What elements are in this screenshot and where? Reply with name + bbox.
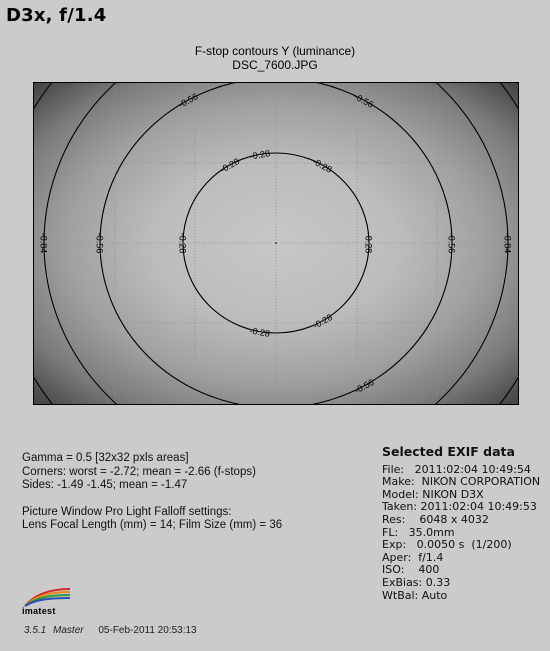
page-title: D3x, f/1.4: [6, 5, 107, 26]
settings-title: Picture Window Pro Light Falloff settings:: [22, 505, 232, 518]
exif-row: FL: 35.0mm: [382, 525, 455, 539]
contour-plot: [33, 82, 519, 405]
exif-row: Make: NIKON CORPORATION: [382, 475, 541, 489]
exif-row: Exp: 0.0050 s (1/200): [382, 538, 512, 552]
exif-row: ExBias: 0.33: [382, 575, 451, 589]
gamma-text: Gamma = 0.5 [32x32 pxls areas]: [22, 452, 189, 464]
exif-row: Res: 6048 x 4032: [382, 512, 489, 526]
corners-text: Corners: worst = -2.72; mean = -2.66 (f-stops): [22, 465, 256, 478]
edition-text: Master: [53, 625, 84, 636]
chart-subtitle: DSC_7600.JPG: [232, 58, 318, 72]
center-marker: [275, 242, 277, 244]
contour-label: -0.28: [248, 148, 271, 162]
exif-row: Taken: 2011:02:04 10:49:53: [382, 500, 537, 514]
contour-label: -0.28: [363, 232, 374, 254]
exif-row: Model: NIKON D3X: [382, 487, 484, 501]
sides-text: Sides: -1.49 -1.45; mean = -1.47: [22, 479, 188, 491]
version-text: 3.5.1: [24, 625, 47, 636]
contour-label: -0.56: [176, 91, 200, 110]
contour-label: -0.28: [218, 156, 242, 175]
exif-panel: [382, 446, 540, 602]
exif-row: Aper: f/1.4: [382, 550, 444, 564]
statistics-panel: [22, 452, 282, 533]
chart-title: F-stop contours Y (luminance): [194, 44, 356, 58]
contour-label: -0.56: [352, 377, 376, 396]
date-text: 05-Feb-2011 20:53:13: [98, 625, 197, 636]
contour-label: -0.56: [446, 232, 457, 254]
footer: [24, 625, 197, 636]
contour-label: -0.56: [352, 91, 376, 110]
contour-plot-svg: [34, 83, 518, 404]
contour-label: -0.28: [311, 312, 335, 331]
settings-text: Lens Focal Length (mm) = 14; Film Size (mm) = 36: [22, 519, 283, 531]
exif-row: ISO: 400: [382, 563, 440, 577]
exif-title: Selected EXIF data: [382, 444, 515, 459]
contour-label: -0.56: [94, 232, 105, 254]
exif-row: File: 2011:02:04 10:49:54: [382, 462, 531, 476]
chart-title-block: [0, 44, 550, 72]
contour-label: -0.84: [38, 232, 49, 254]
contour-label: -0.28: [310, 156, 334, 175]
contour-label: -0.28: [248, 325, 271, 339]
exif-row: WtBal: Auto: [382, 588, 448, 602]
contour-label: -0.28: [177, 232, 188, 254]
imatest-logo: [22, 585, 72, 607]
logo-text: imatest: [22, 606, 56, 616]
contour-label: -0.84: [502, 232, 513, 254]
